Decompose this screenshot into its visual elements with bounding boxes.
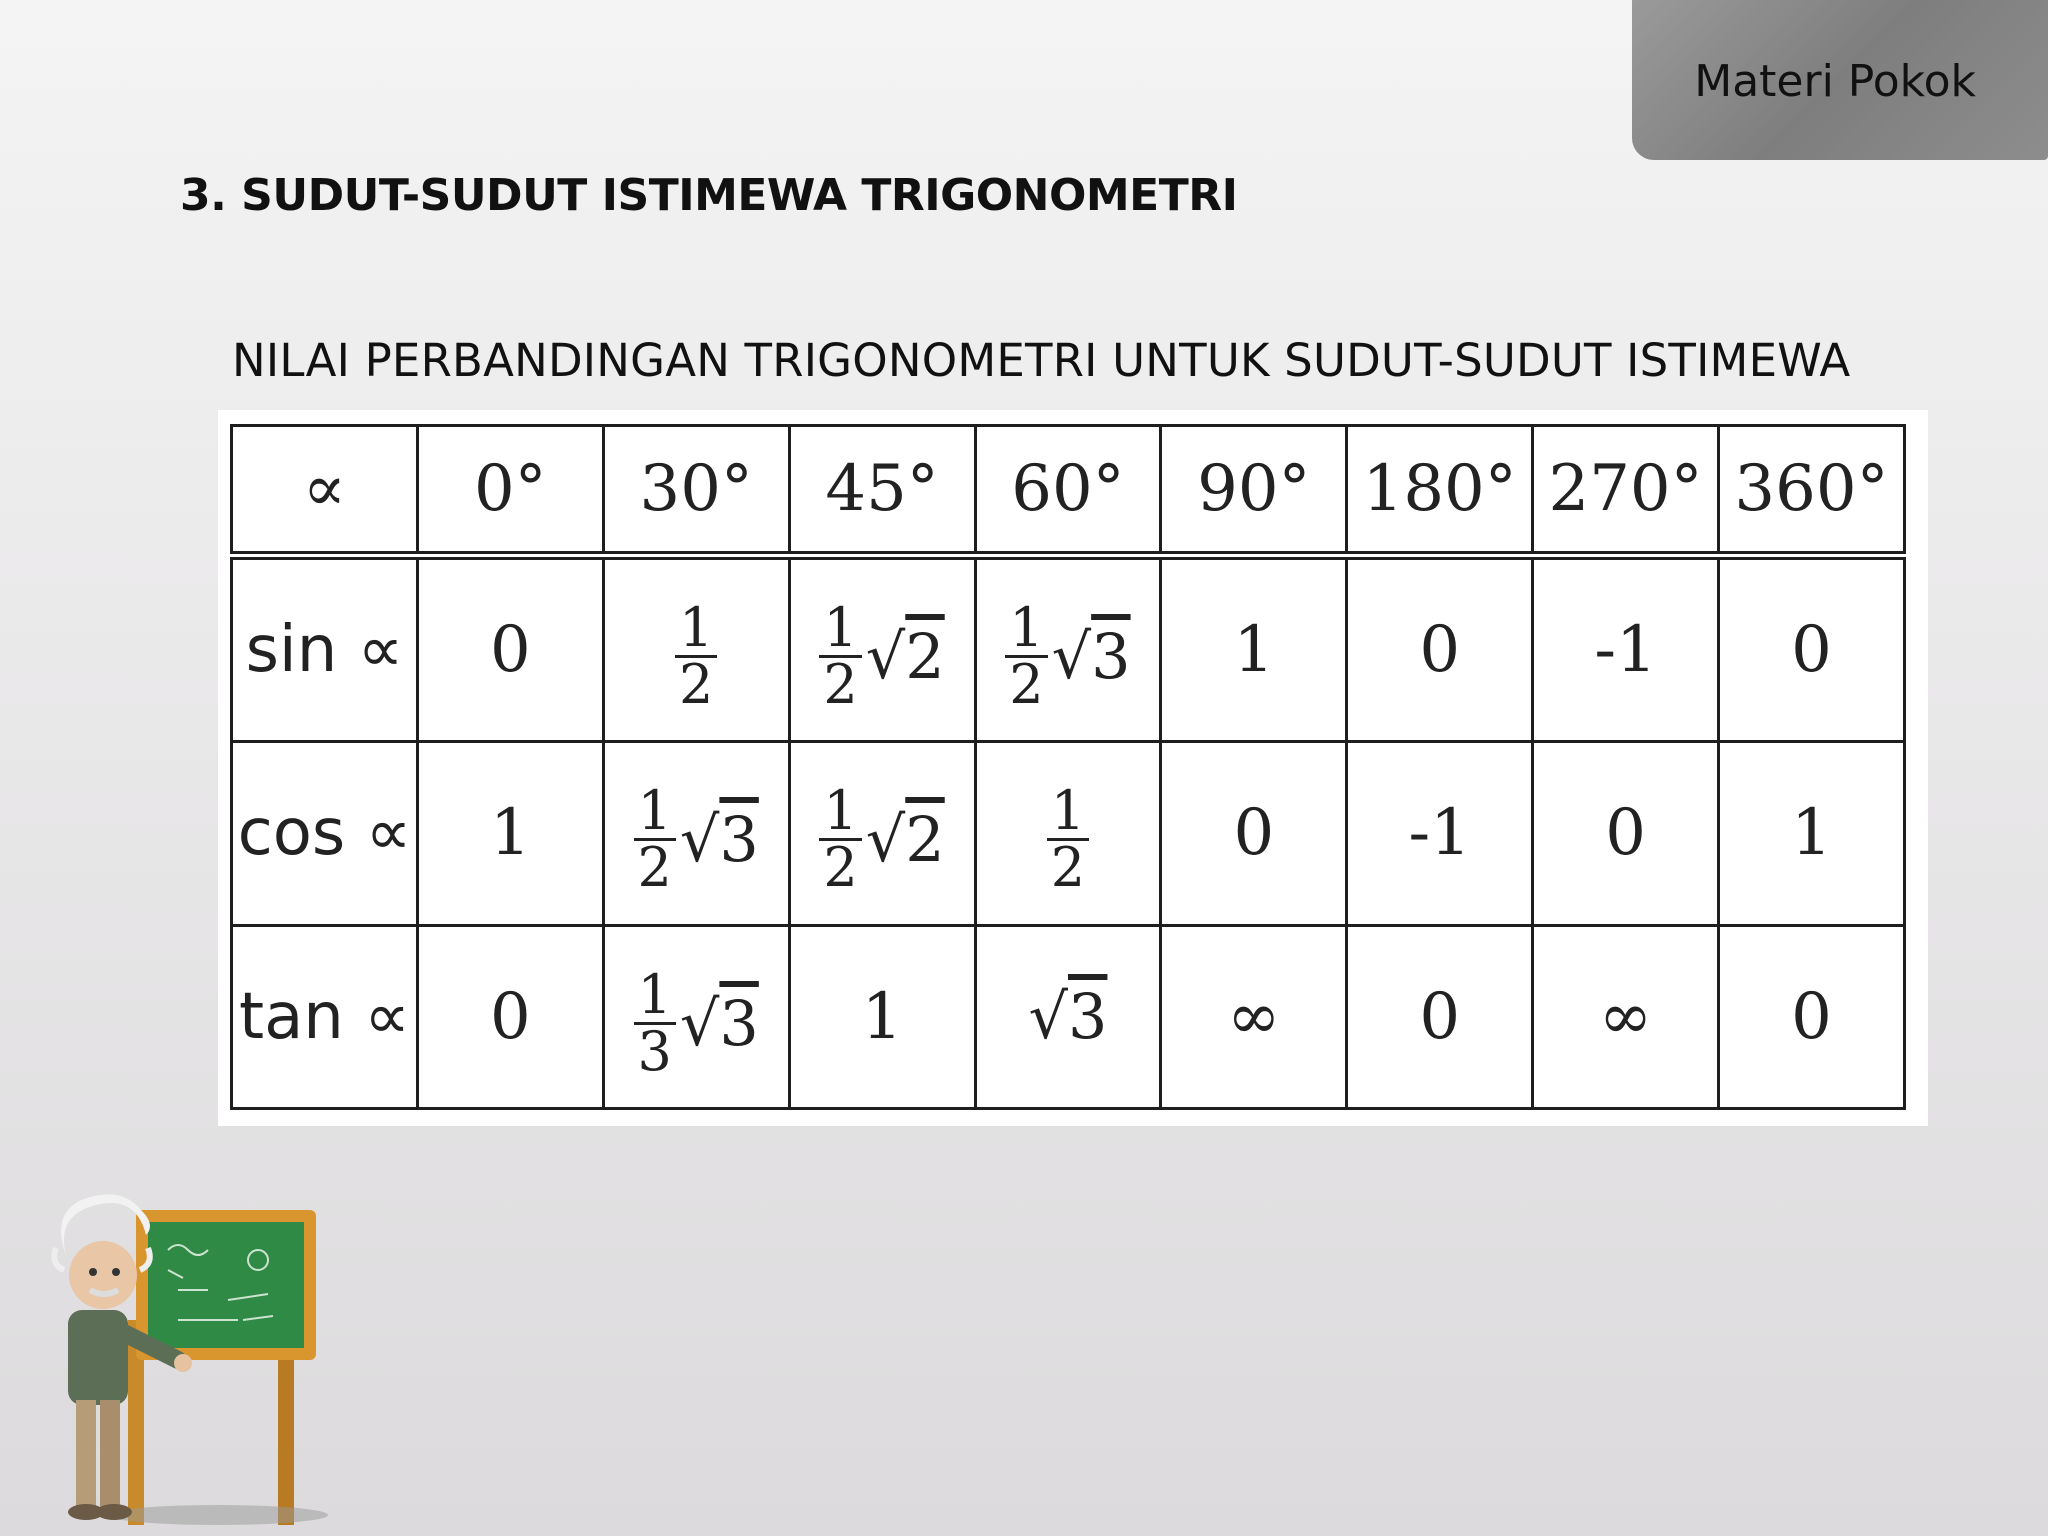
fraction-numerator: 1 (637, 962, 672, 1026)
math-expression (1047, 779, 1089, 900)
math-expression (819, 779, 945, 900)
radicand: 3 (1091, 620, 1131, 694)
sqrt-symbol-icon: √ (865, 620, 906, 694)
square-root (866, 803, 945, 876)
header-cell: 45° (789, 426, 975, 556)
table-cell: 0 (1347, 925, 1533, 1108)
chalkboard-icon (148, 1222, 304, 1348)
table-cell: 0 (1719, 556, 1905, 742)
square-root (680, 803, 759, 876)
table-cell: -1 (1347, 742, 1533, 925)
table-caption: NILAI PERBANDINGAN TRIGONOMETRI UNTUK SUDUT-SUDUT ISTIMEWA (232, 334, 1851, 387)
row-label: sin ∝ (232, 556, 418, 742)
sqrt-symbol-icon: √ (679, 986, 720, 1060)
fraction-denominator: 2 (1047, 838, 1089, 895)
table-cell: 1 (1161, 556, 1347, 742)
header-cell: 180° (1347, 426, 1533, 556)
fraction-numerator: 1 (637, 779, 672, 843)
header-cell: 30° (603, 426, 789, 556)
table-cell (975, 742, 1161, 925)
table-cell: ∞ (1161, 925, 1347, 1108)
radicand: 3 (719, 803, 759, 877)
row-label: tan ∝ (232, 925, 418, 1108)
table-cell: 1 (417, 742, 603, 925)
table-cell: 1 (1719, 742, 1905, 925)
teacher-face-icon (69, 1241, 137, 1309)
math-expression (819, 596, 945, 717)
math-expression (634, 962, 759, 1083)
trig-table-panel (218, 410, 1928, 1126)
square-root (1052, 620, 1131, 693)
sqrt-symbol-icon: √ (1051, 620, 1092, 694)
table-row (232, 742, 1905, 925)
table-cell: ∞ (1533, 925, 1719, 1108)
table-cell (603, 742, 789, 925)
table-cell (789, 556, 975, 742)
sqrt-symbol-icon: √ (1028, 979, 1068, 1053)
table-cell (975, 556, 1161, 742)
fraction (675, 596, 717, 717)
fraction-denominator: 2 (1005, 655, 1047, 712)
fraction (1047, 779, 1089, 900)
fraction-numerator: 1 (1050, 779, 1086, 843)
table-row (232, 925, 1905, 1108)
square-root (866, 620, 945, 693)
fraction-denominator: 2 (675, 655, 717, 712)
table-cell (975, 925, 1161, 1108)
radicand: 3 (1067, 979, 1108, 1053)
page-title: 3. SUDUT-SUDUT ISTIMEWA TRIGONOMETRI (180, 170, 1238, 221)
fraction (819, 596, 861, 717)
table-cell: -1 (1533, 556, 1719, 742)
square-root (680, 987, 759, 1060)
row-label: cos ∝ (232, 742, 418, 925)
sqrt-symbol-icon: √ (865, 803, 906, 877)
section-tab[interactable] (1632, 0, 2048, 160)
math-expression (675, 596, 717, 717)
fraction-numerator: 1 (1009, 596, 1044, 660)
fraction (1005, 596, 1047, 717)
header-cell: 90° (1161, 426, 1347, 556)
fraction (634, 962, 676, 1083)
table-cell (603, 925, 789, 1108)
table-cell: 0 (1161, 742, 1347, 925)
radicand: 2 (905, 803, 945, 877)
table-cell: 0 (1347, 556, 1533, 742)
math-expression (1028, 980, 1107, 1053)
square-root (1028, 980, 1107, 1053)
fraction-denominator: 2 (634, 838, 676, 895)
table-header-row (232, 426, 1905, 556)
section-tab-label: Materi Pokok (1694, 56, 1976, 107)
header-cell: 60° (975, 426, 1161, 556)
table-cell: 0 (1719, 925, 1905, 1108)
sqrt-symbol-icon: √ (679, 803, 720, 877)
fraction-numerator: 1 (679, 596, 714, 660)
table-cell: 0 (1533, 742, 1719, 925)
trig-values-table (230, 424, 1906, 1110)
table-cell (603, 556, 789, 742)
fraction-denominator: 3 (634, 1022, 676, 1079)
fraction-numerator: 1 (823, 596, 858, 660)
header-cell: 360° (1719, 426, 1905, 556)
fraction-numerator: 1 (823, 779, 858, 843)
table-cell (789, 742, 975, 925)
fraction-denominator: 2 (819, 655, 861, 712)
header-cell: 270° (1533, 426, 1719, 556)
fraction (819, 779, 861, 900)
table-cell: 1 (789, 925, 975, 1108)
math-expression (634, 779, 759, 900)
header-cell: 0° (417, 426, 603, 556)
header-cell: ∝ (232, 426, 418, 556)
table-cell: 0 (417, 925, 603, 1108)
table-cell: 0 (417, 556, 603, 742)
fraction (634, 779, 676, 900)
radicand: 3 (719, 986, 759, 1060)
fraction-denominator: 2 (819, 838, 861, 895)
teacher-clipart (28, 1160, 338, 1530)
math-expression (1005, 596, 1131, 717)
table-row (232, 556, 1905, 742)
radicand: 2 (905, 620, 945, 694)
